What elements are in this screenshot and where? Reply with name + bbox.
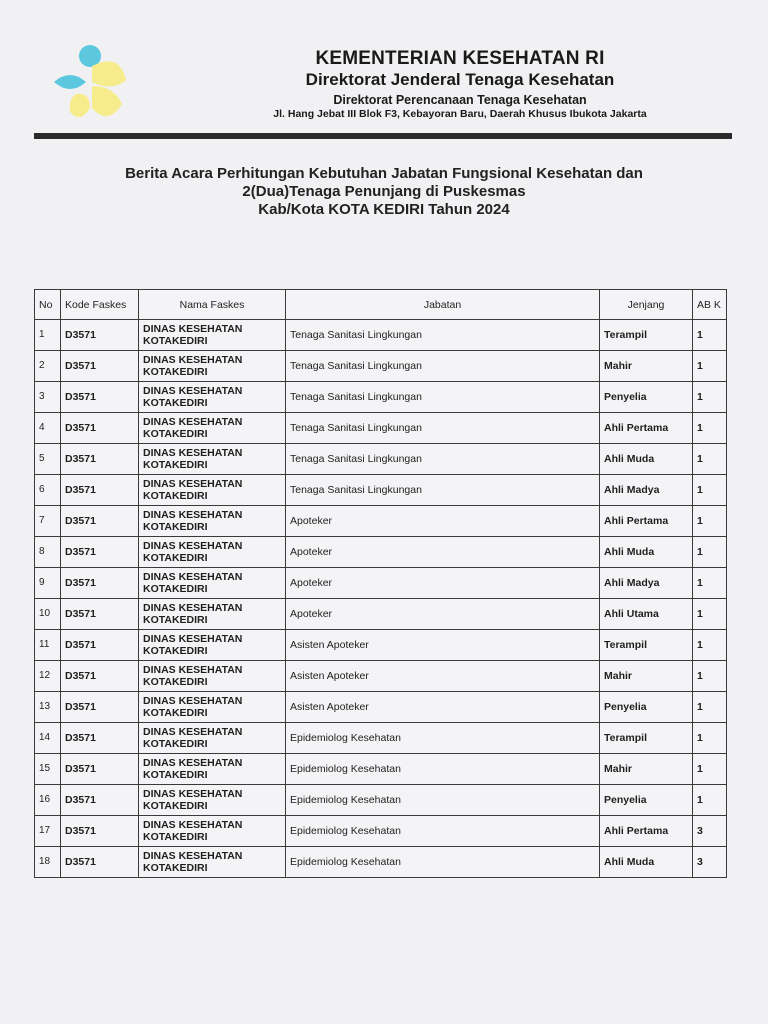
cell-jabatan: Tenaga Sanitasi Lingkungan xyxy=(286,413,600,444)
column-header-kode-faskes: Kode Faskes xyxy=(61,290,139,320)
directorate-general-name: Direktorat Jenderal Tenaga Kesehatan xyxy=(305,70,615,89)
cell-jenjang: Ahli Muda xyxy=(600,537,693,568)
cell-jabatan: Apoteker xyxy=(286,506,600,537)
table-row xyxy=(35,537,727,568)
cell-jenjang: Ahli Muda xyxy=(600,444,693,475)
cell-nama-faskes: DINAS KESEHATAN KOTAKEDIRI xyxy=(139,816,286,847)
cell-abk: 1 xyxy=(693,351,727,382)
cell-kode-faskes: D3571 xyxy=(61,320,139,351)
cell-jenjang: Penyelia xyxy=(600,785,693,816)
cell-jabatan: Apoteker xyxy=(286,537,600,568)
table-row xyxy=(35,351,727,382)
cell-abk: 1 xyxy=(693,661,727,692)
cell-kode-faskes: D3571 xyxy=(61,754,139,785)
cell-jenjang: Ahli Pertama xyxy=(600,413,693,444)
cell-no: 6 xyxy=(35,475,61,506)
cell-jabatan: Tenaga Sanitasi Lingkungan xyxy=(286,475,600,506)
cell-jabatan: Tenaga Sanitasi Lingkungan xyxy=(286,351,600,382)
cell-no: 1 xyxy=(35,320,61,351)
cell-kode-faskes: D3571 xyxy=(61,630,139,661)
document-title-line-2: 2(Dua)Tenaga Penunjang di Puskesmas xyxy=(242,183,526,200)
cell-jenjang: Terampil xyxy=(600,320,693,351)
cell-nama-faskes: DINAS KESEHATAN KOTAKEDIRI xyxy=(139,320,286,351)
cell-abk: 1 xyxy=(693,382,727,413)
cell-no: 5 xyxy=(35,444,61,475)
ministry-name: KEMENTERIAN KESEHATAN RI xyxy=(315,48,605,69)
cell-jenjang: Ahli Utama xyxy=(600,599,693,630)
cell-abk: 1 xyxy=(693,537,727,568)
cell-abk: 3 xyxy=(693,847,727,878)
cell-jenjang: Penyelia xyxy=(600,382,693,413)
cell-abk: 1 xyxy=(693,475,727,506)
cell-nama-faskes: DINAS KESEHATAN KOTAKEDIRI xyxy=(139,413,286,444)
cell-nama-faskes: DINAS KESEHATAN KOTAKEDIRI xyxy=(139,692,286,723)
cell-nama-faskes: DINAS KESEHATAN KOTAKEDIRI xyxy=(139,568,286,599)
table-row xyxy=(35,754,727,785)
cell-no: 3 xyxy=(35,382,61,413)
document-title-line-3: Kab/Kota KOTA KEDIRI Tahun 2024 xyxy=(258,201,510,218)
cell-kode-faskes: D3571 xyxy=(61,413,139,444)
column-header-abk: AB K xyxy=(693,290,727,320)
cell-nama-faskes: DINAS KESEHATAN KOTAKEDIRI xyxy=(139,475,286,506)
cell-nama-faskes: DINAS KESEHATAN KOTAKEDIRI xyxy=(139,537,286,568)
table-row xyxy=(35,785,727,816)
cell-abk: 1 xyxy=(693,723,727,754)
job-needs-table xyxy=(34,289,727,878)
cell-jenjang: Ahli Madya xyxy=(600,568,693,599)
cell-no: 11 xyxy=(35,630,61,661)
table-row xyxy=(35,568,727,599)
cell-jabatan: Epidemiolog Kesehatan xyxy=(286,723,600,754)
cell-no: 15 xyxy=(35,754,61,785)
cell-jabatan: Epidemiolog Kesehatan xyxy=(286,785,600,816)
cell-kode-faskes: D3571 xyxy=(61,568,139,599)
cell-no: 14 xyxy=(35,723,61,754)
cell-no: 7 xyxy=(35,506,61,537)
cell-jabatan: Epidemiolog Kesehatan xyxy=(286,847,600,878)
cell-jenjang: Terampil xyxy=(600,723,693,754)
cell-kode-faskes: D3571 xyxy=(61,816,139,847)
table-row xyxy=(35,599,727,630)
cell-nama-faskes: DINAS KESEHATAN KOTAKEDIRI xyxy=(139,630,286,661)
cell-nama-faskes: DINAS KESEHATAN KOTAKEDIRI xyxy=(139,599,286,630)
cell-kode-faskes: D3571 xyxy=(61,351,139,382)
cell-kode-faskes: D3571 xyxy=(61,723,139,754)
letterhead xyxy=(0,0,768,150)
cell-abk: 1 xyxy=(693,599,727,630)
table-row xyxy=(35,661,727,692)
cell-jenjang: Ahli Muda xyxy=(600,847,693,878)
cell-nama-faskes: DINAS KESEHATAN KOTAKEDIRI xyxy=(139,754,286,785)
cell-jabatan: Epidemiolog Kesehatan xyxy=(286,816,600,847)
cell-nama-faskes: DINAS KESEHATAN KOTAKEDIRI xyxy=(139,444,286,475)
cell-jenjang: Penyelia xyxy=(600,692,693,723)
cell-no: 8 xyxy=(35,537,61,568)
cell-kode-faskes: D3571 xyxy=(61,444,139,475)
column-header-nama-faskes: Nama Faskes xyxy=(139,290,286,320)
cell-nama-faskes: DINAS KESEHATAN KOTAKEDIRI xyxy=(139,351,286,382)
cell-kode-faskes: D3571 xyxy=(61,506,139,537)
cell-kode-faskes: D3571 xyxy=(61,785,139,816)
table-row xyxy=(35,506,727,537)
column-header-jabatan: Jabatan xyxy=(286,290,600,320)
cell-no: 10 xyxy=(35,599,61,630)
cell-abk: 1 xyxy=(693,506,727,537)
table-row xyxy=(35,816,727,847)
cell-kode-faskes: D3571 xyxy=(61,661,139,692)
cell-kode-faskes: D3571 xyxy=(61,692,139,723)
cell-abk: 1 xyxy=(693,568,727,599)
table-row xyxy=(35,692,727,723)
cell-jenjang: Ahli Pertama xyxy=(600,506,693,537)
cell-jenjang: Ahli Pertama xyxy=(600,816,693,847)
cell-abk: 1 xyxy=(693,444,727,475)
cell-abk: 1 xyxy=(693,320,727,351)
cell-nama-faskes: DINAS KESEHATAN KOTAKEDIRI xyxy=(139,382,286,413)
table-row xyxy=(35,413,727,444)
cell-jabatan: Tenaga Sanitasi Lingkungan xyxy=(286,444,600,475)
table-row xyxy=(35,444,727,475)
cell-jenjang: Mahir xyxy=(600,661,693,692)
cell-no: 16 xyxy=(35,785,61,816)
cell-abk: 3 xyxy=(693,816,727,847)
table-row xyxy=(35,475,727,506)
table-header-row xyxy=(35,290,727,320)
table-row xyxy=(35,847,727,878)
cell-jabatan: Asisten Apoteker xyxy=(286,630,600,661)
cell-no: 2 xyxy=(35,351,61,382)
cell-jenjang: Mahir xyxy=(600,754,693,785)
column-header-no: No xyxy=(35,290,61,320)
cell-jabatan: Asisten Apoteker xyxy=(286,692,600,723)
column-header-jenjang: Jenjang xyxy=(600,290,693,320)
cell-jabatan: Apoteker xyxy=(286,568,600,599)
cell-no: 17 xyxy=(35,816,61,847)
cell-nama-faskes: DINAS KESEHATAN KOTAKEDIRI xyxy=(139,661,286,692)
cell-nama-faskes: DINAS KESEHATAN KOTAKEDIRI xyxy=(139,723,286,754)
cell-abk: 1 xyxy=(693,754,727,785)
table-row xyxy=(35,630,727,661)
cell-jabatan: Tenaga Sanitasi Lingkungan xyxy=(286,382,600,413)
cell-jenjang: Ahli Madya xyxy=(600,475,693,506)
cell-jabatan: Apoteker xyxy=(286,599,600,630)
cell-kode-faskes: D3571 xyxy=(61,599,139,630)
cell-jabatan: Asisten Apoteker xyxy=(286,661,600,692)
document-title-line-1: Berita Acara Perhitungan Kebutuhan Jabatan Fungsional Kesehatan dan xyxy=(125,165,643,182)
cell-no: 9 xyxy=(35,568,61,599)
cell-no: 4 xyxy=(35,413,61,444)
office-address: Jl. Hang Jebat III Blok F3, Kebayoran Baru, Daerah Khusus Ibukota Jakarta xyxy=(273,108,647,120)
header-divider xyxy=(34,133,732,139)
table-row xyxy=(35,320,727,351)
cell-abk: 1 xyxy=(693,630,727,661)
cell-no: 13 xyxy=(35,692,61,723)
cell-jabatan: Epidemiolog Kesehatan xyxy=(286,754,600,785)
table-row xyxy=(35,723,727,754)
kemenkes-logo-icon xyxy=(50,42,130,126)
table-row xyxy=(35,382,727,413)
cell-kode-faskes: D3571 xyxy=(61,475,139,506)
cell-abk: 1 xyxy=(693,692,727,723)
cell-kode-faskes: D3571 xyxy=(61,847,139,878)
cell-nama-faskes: DINAS KESEHATAN KOTAKEDIRI xyxy=(139,847,286,878)
cell-abk: 1 xyxy=(693,785,727,816)
cell-kode-faskes: D3571 xyxy=(61,537,139,568)
cell-abk: 1 xyxy=(693,413,727,444)
cell-jabatan: Tenaga Sanitasi Lingkungan xyxy=(286,320,600,351)
cell-jenjang: Terampil xyxy=(600,630,693,661)
cell-nama-faskes: DINAS KESEHATAN KOTAKEDIRI xyxy=(139,785,286,816)
directorate-name: Direktorat Perencanaan Tenaga Kesehatan xyxy=(333,93,587,107)
cell-no: 18 xyxy=(35,847,61,878)
cell-no: 12 xyxy=(35,661,61,692)
cell-nama-faskes: DINAS KESEHATAN KOTAKEDIRI xyxy=(139,506,286,537)
cell-kode-faskes: D3571 xyxy=(61,382,139,413)
cell-jenjang: Mahir xyxy=(600,351,693,382)
